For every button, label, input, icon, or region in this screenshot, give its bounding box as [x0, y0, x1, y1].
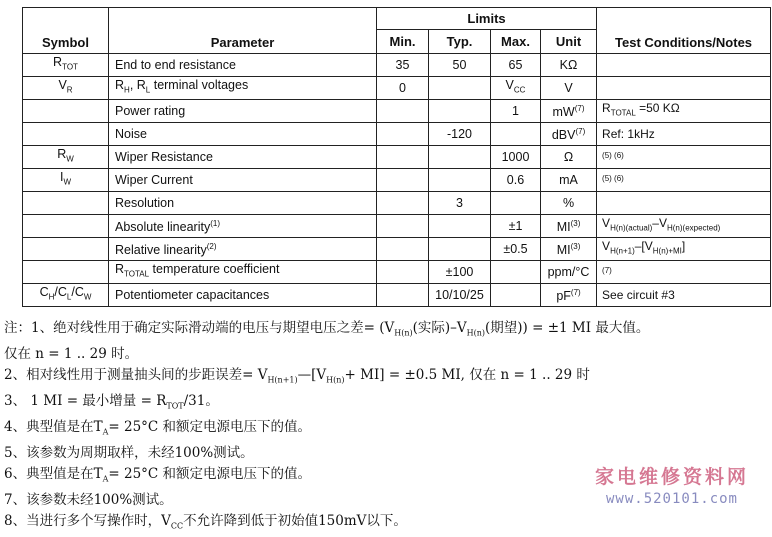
note-8: 8、当进行多个写操作时，$V_{CC}$不允许降到低于初始值150mV以下。: [4, 513, 407, 531]
note-1-cont: 仅在 n = 1 .. 29 时。: [4, 345, 139, 362]
conditions-cell: Ref: 1kHz: [597, 123, 771, 146]
note-7: 7、该参数未经100%测试。: [4, 491, 173, 508]
header-unit: Unit: [541, 30, 597, 54]
max-cell: [491, 284, 541, 307]
conditions-cell: [597, 192, 771, 215]
table-row: [23, 215, 771, 238]
symbol-cell: [23, 215, 109, 238]
min-cell: [377, 284, 429, 307]
table-row: [23, 169, 771, 192]
min-cell: [377, 238, 429, 261]
table-row: [23, 238, 771, 261]
conditions-cell: $R_{TOTAL} =50$ KΩ: [597, 100, 771, 123]
unit-cell: MI$^{(3)}$: [541, 238, 597, 261]
conditions-cell: See circuit #3: [597, 284, 771, 307]
min-cell: 35: [377, 54, 429, 77]
typ-cell: [429, 146, 491, 169]
unit-cell: %: [541, 192, 597, 215]
unit-cell: KΩ: [541, 54, 597, 77]
typ-cell: 3: [429, 192, 491, 215]
header-limits: Limits: [377, 8, 597, 30]
header-parameter: Parameter: [109, 8, 377, 54]
table-row: [23, 261, 771, 284]
header-conditions: Test Conditions/Notes: [597, 8, 771, 54]
conditions-cell: $V_{H(n)(actual)}-V_{H(n)(expected)}$: [597, 215, 771, 238]
symbol-cell: [23, 238, 109, 261]
parameter-cell: Absolute linearity$^{(1)}$: [109, 215, 377, 238]
symbol-cell: $R_W$: [23, 146, 109, 169]
unit-cell: ppm/°C: [541, 261, 597, 284]
table-row: [23, 54, 771, 77]
unit-cell: $mW^{(7)}$: [541, 100, 597, 123]
max-cell: [491, 261, 541, 284]
parameter-cell: Wiper Resistance: [109, 146, 377, 169]
table-row: [23, 146, 771, 169]
note-6: 6、典型值是在$T_A= 25^\circ C$ 和额定电源电压下的值。: [4, 465, 312, 484]
max-cell: ±1: [491, 215, 541, 238]
parameter-cell: $R_{TOTAL}$ temperature coefficient: [109, 261, 377, 284]
symbol-cell: [23, 261, 109, 284]
max-cell: $V_{CC}$: [491, 77, 541, 100]
watermark: [574, 462, 770, 507]
header-typ: Typ.: [429, 30, 491, 54]
watermark-url: www.520101.com: [605, 491, 738, 507]
parameter-cell: End to end resistance: [109, 54, 377, 77]
typ-cell: [429, 169, 491, 192]
min-cell: 0: [377, 77, 429, 100]
symbol-cell: $I_W$: [23, 169, 109, 192]
typ-cell: [429, 77, 491, 100]
typ-cell: [429, 215, 491, 238]
parameter-cell: $R_H$, $R_L$ terminal voltages: [109, 77, 377, 100]
min-cell: [377, 169, 429, 192]
unit-cell: MI$^{(3)}$: [541, 215, 597, 238]
table-row: [23, 192, 771, 215]
symbol-cell: [23, 100, 109, 123]
conditions-cell: (7): [597, 261, 771, 284]
typ-cell: ±100: [429, 261, 491, 284]
min-cell: [377, 146, 429, 169]
header-max: Max.: [491, 30, 541, 54]
max-cell: [491, 192, 541, 215]
unit-cell: mA: [541, 169, 597, 192]
parameter-cell: Power rating: [109, 100, 377, 123]
typ-cell: [429, 100, 491, 123]
conditions-cell: (5) (6): [597, 146, 771, 169]
symbol-cell: [23, 123, 109, 146]
unit-cell: $pF^{(7)}$: [541, 284, 597, 307]
max-cell: 65: [491, 54, 541, 77]
max-cell: ±0.5: [491, 238, 541, 261]
max-cell: 1000: [491, 146, 541, 169]
parameter-cell: Resolution: [109, 192, 377, 215]
symbol-cell: $V_R$: [23, 77, 109, 100]
typ-cell: 50: [429, 54, 491, 77]
table-row: [23, 284, 771, 307]
unit-cell: V: [541, 77, 597, 100]
spec-table: [22, 7, 771, 307]
conditions-cell: (5) (6): [597, 169, 771, 192]
note-3: 3、 1 MI = 最小增量 = $R_{TOT}/31$。: [4, 392, 219, 411]
watermark-title: 家电维修资料网: [594, 466, 749, 488]
parameter-cell: Relative linearity$^{(2)}$: [109, 238, 377, 261]
note-1: 注：1、绝对线性用于确定实际滑动端的电压与期望电压之差= ($V_{H(n)}$(实际)$-V_{H(n)}$(期望)) = ±1 MI 最大值。: [4, 320, 650, 338]
max-cell: [491, 123, 541, 146]
conditions-cell: [597, 54, 771, 77]
conditions-cell: [597, 77, 771, 100]
parameter-cell: Wiper Current: [109, 169, 377, 192]
min-cell: [377, 261, 429, 284]
table-row: [23, 123, 771, 146]
note-2: 2、相对线性用于测量抽头间的步距误差= $V_{H(n+1)}—[V_{H(n)}+ MI] = \pm 0.5$ MI, 仅在 n = 1 .. 29 时: [4, 367, 590, 385]
symbol-cell: $R_{TOT}$: [23, 54, 109, 77]
min-cell: [377, 215, 429, 238]
parameter-cell: Potentiometer capacitances: [109, 284, 377, 307]
header-symbol: Symbol: [23, 8, 109, 54]
symbol-cell: $C_H/C_L/C_W$: [23, 284, 109, 307]
parameter-cell: Noise: [109, 123, 377, 146]
unit-cell: dBV$^{(7)}$: [541, 123, 597, 146]
max-cell: 0.6: [491, 169, 541, 192]
min-cell: [377, 123, 429, 146]
min-cell: [377, 192, 429, 215]
unit-cell: Ω: [541, 146, 597, 169]
symbol-cell: [23, 192, 109, 215]
table-row: [23, 77, 771, 100]
max-cell: 1: [491, 100, 541, 123]
typ-cell: 10/10/25: [429, 284, 491, 307]
header-min: Min.: [377, 30, 429, 54]
typ-cell: -120: [429, 123, 491, 146]
table-row: [23, 100, 771, 123]
conditions-cell: $V_{H(n+1)}-[V_{H(n)+MI}]$: [597, 238, 771, 261]
note-4: 4、典型值是在$T_A= 25^\circ C$ 和额定电源电压下的值。: [4, 418, 312, 437]
min-cell: [377, 100, 429, 123]
typ-cell: [429, 238, 491, 261]
note-5: 5、该参数为周期取样，未经100%测试。: [4, 444, 254, 461]
